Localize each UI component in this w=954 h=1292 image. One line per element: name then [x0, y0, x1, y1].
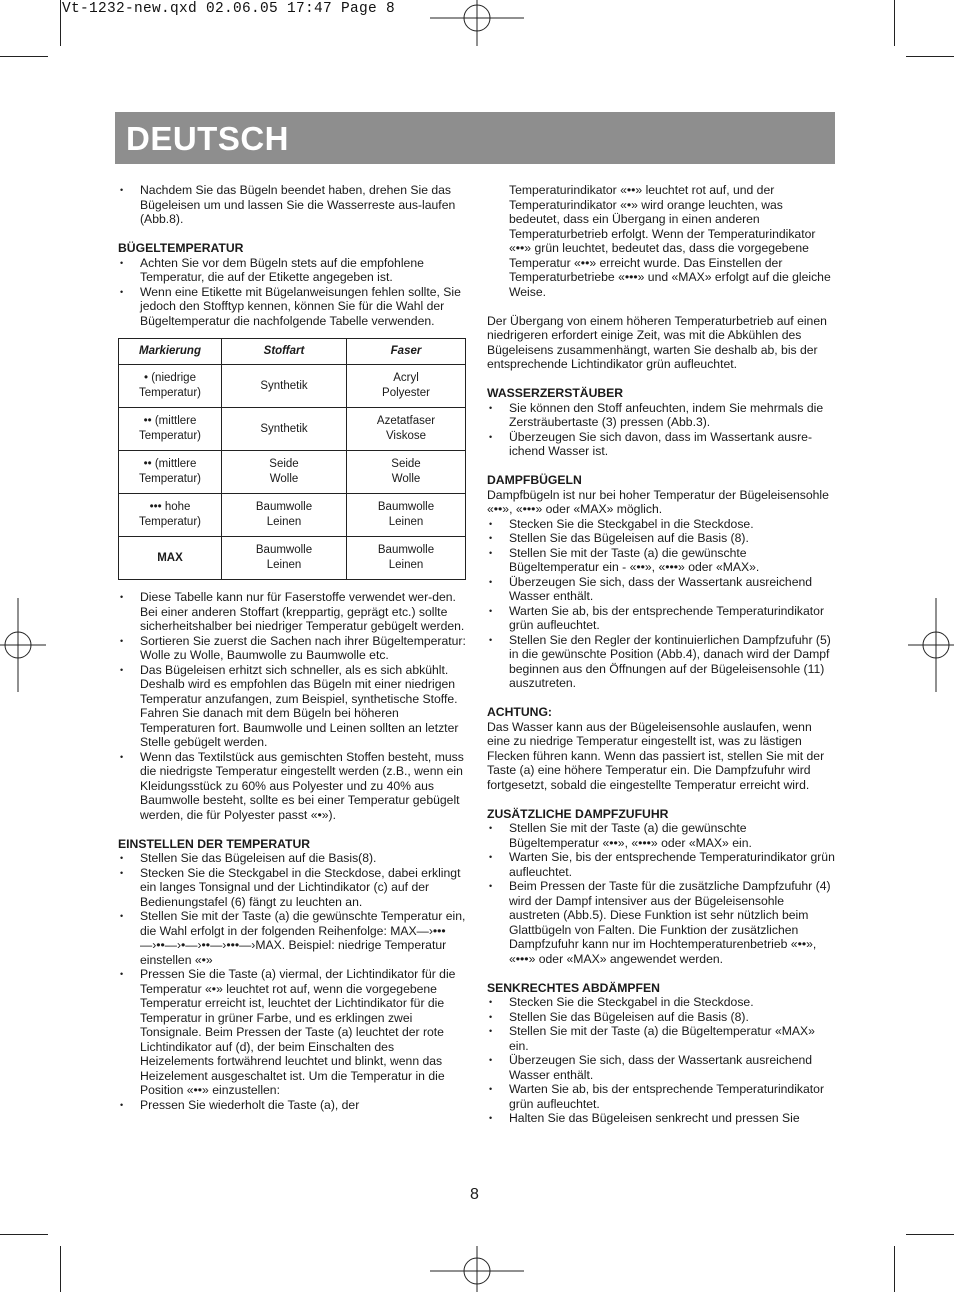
list-item: • Beim Pressen der Taste für die zusätzliche Dampfzufuhr (4) wird der Dampf intensiver aus der Bügeleisensohle austreten (Abb.5). Diese Funktion ist sehr nützlich beim Glattbügeln von Falten. Die Funktion der zusätzlichen Dampfzufuhr kann nur im Hochtemperaturenbetrieb «••», «•••» oder «MAX» angewendet werden.	[487, 879, 835, 966]
list-item: • Das Bügeleisen erhitzt sich schneller, als es sich abkühlt. Deshalb wird es empfohlen das Bügeln mit einer niedrigen Temperatur anzufangen, zum Beispiel, synthetische Stoffe. Fahren Sie danach mit dem Bügeln bei höheren Temperaturen fort. Baumwolle und Leinen sollten an letzter Stelle gebügelt werden.	[118, 663, 466, 750]
registration-mark-icon	[430, 1246, 524, 1292]
section-heading: ZUSÄTZLICHE DAMPFZUFUHR	[487, 806, 669, 821]
table-cell: Azetatfaser Viskose	[347, 408, 466, 451]
list-item: • Stellen Sie mit der Taste (a) die gewünschte Temperatur ein, die Wahl erfolgt in der folgenden Reihenfolge: MAX—›•••—›••—›•—›••—›•••—›MAX. Beispiel: niedrige Temperatur einstellen «•»	[118, 909, 466, 967]
print-slug: Vt-1232-new.qxd 02.06.05 17:47 Page 8	[62, 1, 396, 17]
table-row	[119, 451, 466, 494]
list-item: • Stellen Sie mit der Taste (a) die gewünschte Bügeltemperatur «••», «•••» oder «MAX» ein.	[487, 821, 835, 850]
list-item: • Warten Sie, bis der entsprechende Temperaturindikator grün aufleuchtet.	[487, 850, 835, 879]
crop-mark	[894, 0, 895, 46]
table-row	[119, 537, 466, 580]
section-heading: EINSTELLEN DER TEMPERATUR	[118, 836, 311, 851]
banner-title: DEUTSCH	[126, 120, 290, 157]
language-banner	[115, 112, 835, 164]
table-cell: •• (mittlere Temperatur)	[119, 408, 222, 451]
crop-mark	[894, 1246, 895, 1292]
table-row	[119, 408, 466, 451]
list-item: • Achten Sie vor dem Bügeln stets auf die empfohlene Temperatur, die auf der Etikette angegeben ist.	[118, 256, 466, 285]
right-column	[487, 183, 835, 1126]
section-heading: BÜGELTEMPERATUR	[118, 241, 244, 255]
section-heading: ACHTUNG:	[487, 705, 552, 719]
paragraph: Das Wasser kann aus der Bügeleisensohle auslaufen, wenn eine zu niedrige Temperatur eingestellt ist, was zu lästigen Flecken führen kann. Wenn das passiert ist, stellen Sie mit der Taste (a) eine höhere Temperatur ein. Die Dampfzufuhr wird fortgesetzt, sobald die eingestellte Temperatur erreicht wird.	[487, 719, 825, 792]
list-item: • Stellen Sie den Regler der kontinuierlichen Dampfzufuhr (5) in die gewünschte Position (Abb.4), danach wird der Dampf beginnen aus den Öffnungen auf der Bügeleisensohle (11) auszutreten.	[487, 633, 835, 691]
table-cell: Acryl Polyester	[347, 365, 466, 408]
section-heading: DAMPFBÜGELN	[487, 473, 582, 487]
temp-list	[118, 256, 466, 329]
section-heading: SENKRECHTES ABDÄMPFEN	[487, 980, 660, 995]
table-header: Stoffart	[222, 339, 347, 365]
paragraph: Der Übergang von einem höheren Temperaturbetrieb auf einen niedrigeren erfordert einige Zeit, was mit die Abkühlen des Bügeleisens zusammenhängt, warten Sie deshalb ab, bis der entsprechende Lichtindikator grün aufleuchtet.	[487, 313, 827, 371]
left-column	[118, 183, 466, 1112]
list-item: • Stecken Sie die Steckgabel in die Steckdose, dabei erklingt ein langes Tonsignal und der Lichtindikator (c) auf der Bedienungstafel (6) fängt zu leuchten an.	[118, 866, 466, 910]
list-item: • Stecken Sie die Steckgabel in die Steckdose.	[487, 995, 835, 1010]
registration-mark-icon	[0, 598, 46, 692]
set-list	[118, 851, 466, 1112]
table-cell: Synthetik	[222, 408, 347, 451]
table-cell: Seide Wolle	[347, 451, 466, 494]
list-item: • Warten Sie ab, bis der entsprechende Temperaturindikator grün aufleuchtet.	[487, 604, 835, 633]
crop-mark	[906, 56, 954, 57]
list-item: • Überzeugen Sie sich davon, dass im Wassertank ausre-ichend Wasser ist.	[487, 430, 835, 459]
list-item: • Sortieren Sie zuerst die Sachen nach ihrer Bügeltemperatur: Wolle zu Wolle, Baumwolle zu Baumwolle etc.	[118, 634, 466, 663]
list-item: • Stellen Sie das Bügeleisen auf die Basis (8).	[487, 531, 835, 546]
table-header: Markierung	[119, 339, 222, 365]
list-item: • Nachdem Sie das Bügeln beendet haben, drehen Sie das Bügeleisen um und lassen Sie die Wasserreste aus-laufen (Abb.8).	[118, 183, 466, 227]
registration-mark-icon	[908, 598, 954, 692]
list-item: • Pressen Sie wiederholt die Taste (a), der	[118, 1098, 466, 1113]
after-table-list	[118, 590, 466, 822]
table-cell: Seide Wolle	[222, 451, 347, 494]
crop-mark	[60, 0, 61, 46]
table-header: Faser	[347, 339, 466, 365]
paragraph: Dampfbügeln ist nur bei hoher Temperatur der Bügeleisensohle «••», «•••» oder «MAX» möglich.	[487, 487, 829, 516]
list-item: • Wenn das Textilstück aus gemischten Stoffen besteht, muss die niedrigste Temperatur eingestellt werden (z.B., wenn ein Kleidungsstück zu 60% aus Polyester und zu 40% aus Baumwolle besteht, sollte es bei einer Temperatur gebügelt werden, die für Polyester passt «•»).	[118, 750, 466, 823]
intro-list	[118, 183, 466, 227]
table-cell: MAX	[119, 537, 222, 580]
list-item: • Stellen Sie das Bügeleisen auf die Basis(8).	[118, 851, 466, 866]
list-item: • Überzeugen Sie sich, dass der Wassertank ausreichend Wasser enthält.	[487, 575, 835, 604]
page-number: 8	[470, 1186, 479, 1203]
table-cell: Baumwolle Leinen	[222, 537, 347, 580]
table-cell: •• (mittlere Temperatur)	[119, 451, 222, 494]
table-cell: • (niedrige Temperatur)	[119, 365, 222, 408]
crop-mark	[0, 1234, 48, 1235]
table-row	[119, 494, 466, 537]
list-item: • Stecken Sie die Steckgabel in die Steckdose.	[487, 517, 835, 532]
list-item: • Wenn eine Etikette mit Bügelanweisungen fehlen sollte, Sie jedoch den Stofftyp kennen, können Sie für die Wahl der Bügeltemperatur die nachfolgende Tabelle verwenden.	[118, 285, 466, 329]
table-row	[119, 365, 466, 408]
list-item: • Stellen Sie mit der Taste (a) die Bügeltemperatur «MAX» ein.	[487, 1024, 835, 1053]
table-cell: Baumwolle Leinen	[222, 494, 347, 537]
table-cell: Baumwolle Leinen	[347, 537, 466, 580]
extra-list	[487, 821, 835, 966]
section-heading: WASSERZERSTÄUBER	[487, 386, 624, 400]
crop-mark	[0, 56, 48, 57]
table-cell: Baumwolle Leinen	[347, 494, 466, 537]
list-item: • Sie können den Stoff anfeuchten, indem Sie mehrmals die Zersträubertaste (3) pressen (Abb.3).	[487, 401, 835, 430]
list-item: • Überzeugen Sie sich, dass der Wassertank ausreichend Wasser enthält.	[487, 1053, 835, 1082]
list-item: • Stellen Sie das Bügeleisen auf die Basis (8).	[487, 1010, 835, 1025]
vert-list	[487, 995, 835, 1126]
registration-mark-icon	[430, 0, 524, 46]
list-item: • Halten Sie das Bügeleisen senkrecht und pressen Sie	[487, 1111, 835, 1126]
crop-mark	[60, 1246, 61, 1292]
list-item: • Stellen Sie mit der Taste (a) die gewünschte Bügeltemperatur ein - «••», «•••» oder «MAX».	[487, 546, 835, 575]
steam-list	[487, 517, 835, 691]
crop-mark	[906, 1234, 954, 1235]
list-item: • Pressen Sie die Taste (a) viermal, der Lichtindikator für die Temperatur «•» leuchtet rot auf, wenn die vorgegebene Temperatur erreicht ist, leuchtet der Lichtindikator für die Temperatur in grüner Farbe, und es erklingen zwei Tonsignale. Beim Pressen der Taste (a) leuchtet der rote Lichtindikator auf (d), der beim Einschalten des Heizelements fortwährend leuchtet und blinkt, wenn das Heizelement ausgeschaltet ist. Um die Temperatur in die Position «••» einzustellen:	[118, 967, 466, 1098]
list-item: • Diese Tabelle kann nur für Faserstoffe verwendet wer-den. Bei einer anderen Stoffart (kreppartig, geprägt etc.) sollte sicherheitshalber bei niedriger Temperatur gebügelt werden.	[118, 590, 466, 634]
continued-text: Temperaturindikator «••» leuchtet rot auf, und der Temperaturindikator «•» wird orange leuchten, was bedeutet, dass ein Übergang in einen anderen Temperaturbetrieb erfolgt. Wenn der Temperaturindikator «••» grün leuchtet, bedeutet das, dass die vorgegebene Temperatur «••» erreicht wurde. Das Einstellen der Temperaturbetriebe «•••» und «MAX» erfolgt auf die gleiche Weise.	[509, 183, 831, 299]
spray-list	[487, 401, 835, 459]
table-cell: Synthetik	[222, 365, 347, 408]
list-item: • Warten Sie ab, bis der entsprechende Temperaturindikator grün aufleuchtet.	[487, 1082, 835, 1111]
temperature-table	[118, 338, 466, 580]
table-cell: ••• hohe Temperatur)	[119, 494, 222, 537]
